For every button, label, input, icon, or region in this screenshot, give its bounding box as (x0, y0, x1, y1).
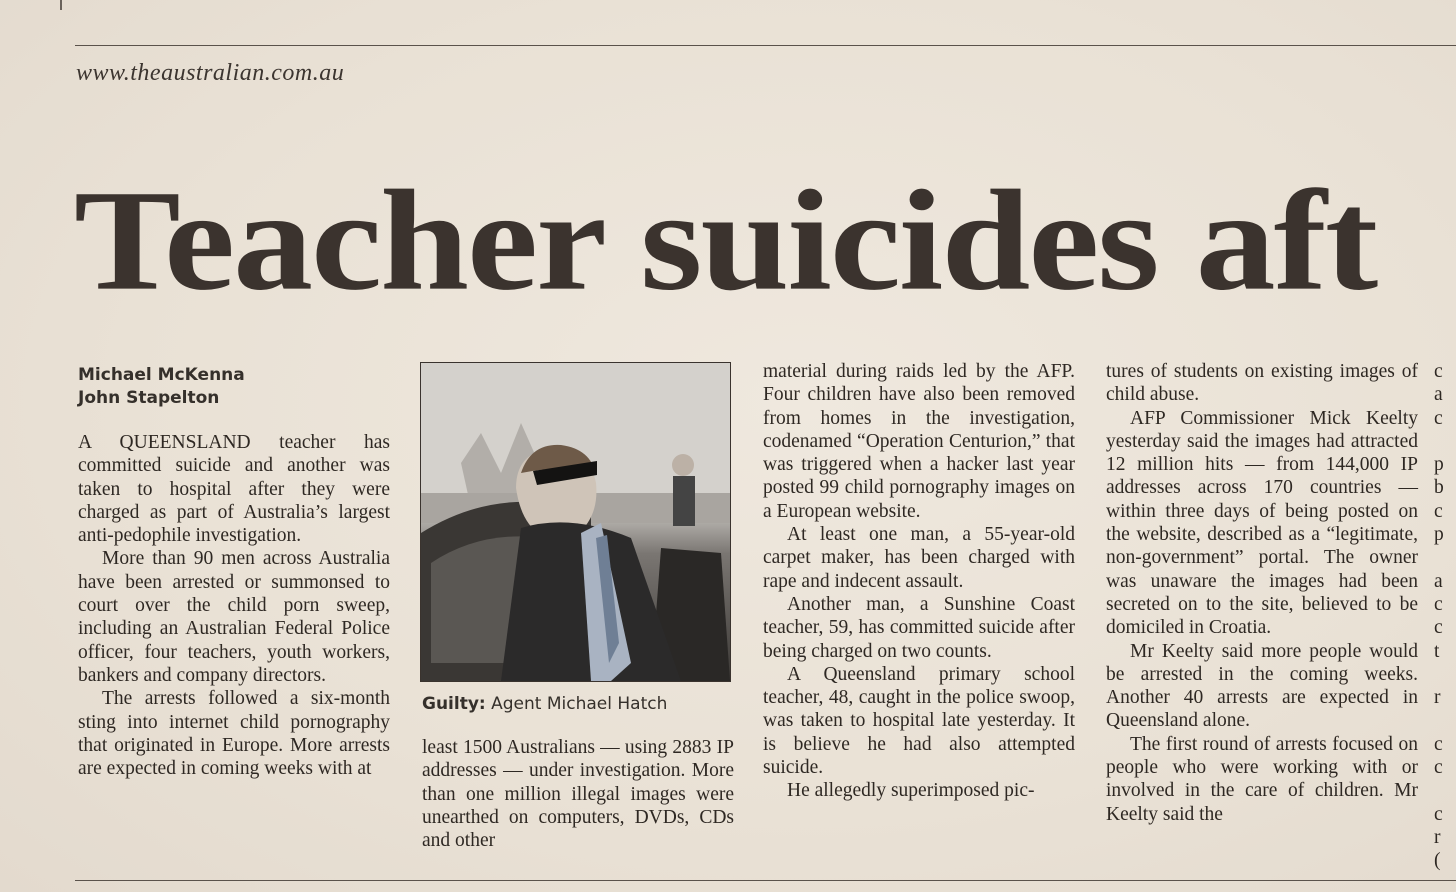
bottom-rule (75, 880, 1456, 881)
edge-letter: c (1434, 803, 1443, 825)
paragraph: At least one man, a 55-year-old carpet maker, has been charged with rape and indecent assault. (763, 524, 1075, 592)
caption-label: Guilty: (422, 694, 486, 714)
paragraph: least 1500 Australians — using 2883 IP addresses — under investigation. More than one million illegal images were unearthed on computers, DVDs, CDs and other (422, 737, 734, 852)
article-column-3 (763, 360, 1075, 803)
paragraph: He allegedly superimposed pic- (787, 780, 1035, 802)
paragraph: material during raids led by the AFP. Four children have also been removed from homes in the investigation, codenamed “Operation Centurion,” that was triggered when a hacker last year posted 99 child pornography images on a European website. (763, 361, 1075, 522)
edge-letter (1434, 779, 1456, 802)
photo-illustration (421, 363, 730, 681)
paragraph: The arrests followed a six-month sting into internet child pornography that originated in Europe. More arrests are expected in coming weeks with at (78, 688, 390, 780)
paragraph: AFP Commissioner Mick Keelty yesterday said the images had attracted 12 million hits — from 144,000 IP addresses across 170 countries — within three days of being posted on the website, described as a “legitimate, non-government” portal. The owner was unaware the images had been secreted on to the site, believed to be domiciled in Croatia. (1106, 407, 1418, 639)
edge-letter: r (1434, 826, 1441, 848)
edge-letter (1434, 546, 1456, 569)
edge-letter: c (1434, 361, 1443, 382)
edge-letter (1434, 709, 1456, 732)
article-column-1 (78, 431, 390, 780)
paragraph: A Queensland primary school teacher, 48, caught in the police swoop, was taken to hospital late yesterday. It is believe he had also attempted suicide. (763, 663, 1075, 779)
edge-letter: c (1434, 593, 1443, 615)
paragraph: Mr Keelty said more people would be arrested in the coming weeks. Another 40 arrests are expected in Queensland alone. (1106, 640, 1418, 732)
byline-author-1: Michael McKenna (78, 365, 245, 385)
caption-text: Agent Michael Hatch (491, 694, 668, 714)
edge-letter: c (1434, 407, 1443, 429)
paragraph: Another man, a Sunshine Coast teacher, 59, has committed suicide after being charged on two counts. (763, 593, 1075, 662)
edge-letter: ( (1434, 850, 1441, 872)
edge-letter: c (1434, 500, 1443, 522)
edge-letter: c (1434, 757, 1443, 779)
edge-letter: c (1434, 733, 1443, 755)
edge-letter: p (1434, 454, 1444, 476)
headline: Teacher suicides aft (74, 159, 1377, 321)
paragraph: More than 90 men across Australia have been arrested or summonsed to court over the child porn sweep, including an Australian Federal Police officer, four teachers, youth workers, bankers and company directors. (78, 548, 390, 686)
masthead-url: www.theaustralian.com.au (76, 60, 345, 86)
photo-caption (422, 694, 667, 714)
edge-letter (1434, 430, 1456, 453)
paragraph: The first round of arrests focused on people who were working with or involved in the care of children. Mr Keelty said the (1106, 733, 1418, 825)
edge-letter: a (1434, 570, 1443, 592)
paragraph: A QUEENSLAND teacher has committed suicide and another was taken to hospital after they were charged as part of Australia’s largest anti-pedophile investigation. (78, 432, 390, 547)
byline-author-2: John Stapelton (78, 388, 220, 408)
cut-off-column-edge (1434, 360, 1456, 873)
article-column-4 (1106, 360, 1418, 826)
article-column-2 (422, 736, 734, 852)
edge-letter (1434, 663, 1456, 686)
crop-mark (60, 0, 62, 10)
byline (78, 364, 245, 410)
edge-letter: t (1434, 640, 1440, 662)
edge-letter: a (1434, 384, 1443, 406)
edge-letter: p (1434, 524, 1444, 546)
edge-letter: c (1434, 617, 1443, 639)
paragraph: tures of students on existing images of child abuse. (1106, 361, 1418, 406)
news-photo (420, 362, 731, 682)
edge-letter: b (1434, 477, 1444, 499)
edge-letter: r (1434, 687, 1441, 709)
top-rule (75, 45, 1456, 46)
